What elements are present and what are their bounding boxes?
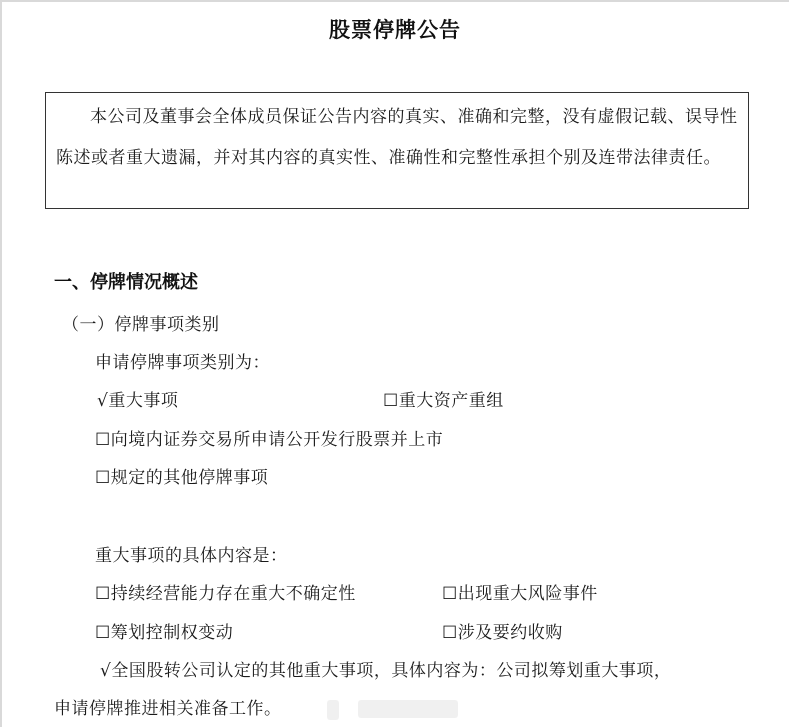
watermark-smudge: [358, 700, 458, 718]
checkbox-empty-icon: ☐: [442, 584, 458, 604]
watermark-smudge: [327, 700, 339, 720]
checkbox-empty-icon: ☐: [95, 430, 111, 450]
section-heading: 一、停牌情况概述: [54, 272, 198, 293]
checkbox-empty-icon: ☐: [95, 584, 111, 604]
category-intro: 申请停牌事项类别为：: [95, 353, 270, 373]
category-item-asset-restructuring: ☐重大资产重组: [383, 391, 504, 411]
checkbox-empty-icon: ☐: [442, 623, 458, 643]
checkbox-empty-icon: ☐: [383, 391, 399, 411]
category-item-major-event: √重大事项: [97, 391, 179, 411]
category-item-ipo: ☐向境内证券交易所申请公开发行股票并上市: [95, 430, 444, 450]
checkbox-empty-icon: ☐: [95, 623, 111, 643]
detail-continuation: 申请停牌推进相关准备工作。: [54, 699, 282, 719]
checkmark-icon: √: [100, 661, 112, 681]
detail-item-tender-offer: ☐涉及要约收购: [442, 623, 563, 643]
checkmark-icon: √: [97, 391, 109, 411]
subsection-heading: （一）停牌事项类别: [62, 315, 220, 335]
detail-item-risk-event: ☐出现重大风险事件: [442, 584, 598, 604]
detail-item-control-change: ☐筹划控制权变动: [95, 623, 234, 643]
category-item-other: ☐规定的其他停牌事项: [95, 468, 269, 488]
detail-item-going-concern: ☐持续经营能力存在重大不确定性: [95, 584, 356, 604]
disclaimer-box: 本公司及董事会全体成员保证公告内容的真实、准确和完整，没有虚假记载、误导性陈述或者重大遗漏，并对其内容的真实性、准确性和完整性承担个别及连带法律责任。: [45, 92, 749, 209]
detail-item-other-major: √全国股转公司认定的其他重大事项，具体内容为：公司拟筹划重大事项，: [100, 661, 672, 681]
document-title: 股票停牌公告: [329, 18, 461, 42]
details-intro: 重大事项的具体内容是：: [95, 546, 288, 566]
checkbox-empty-icon: ☐: [95, 468, 111, 488]
